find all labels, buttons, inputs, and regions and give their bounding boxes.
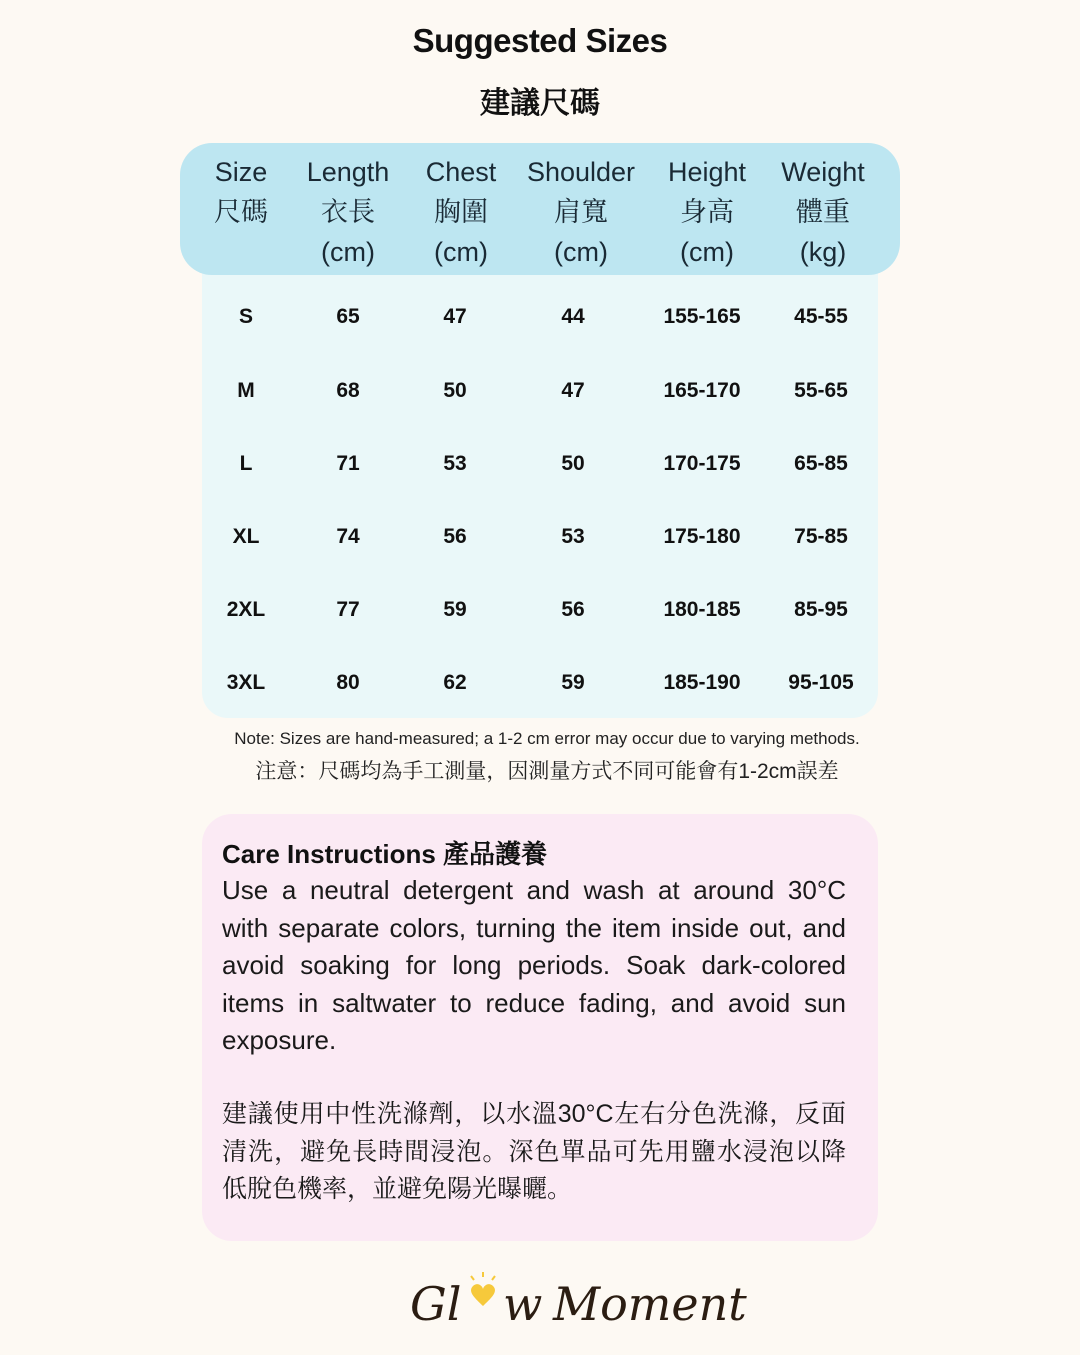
table-cell-height: 155-165 <box>663 305 741 328</box>
care-title: Care Instructions 產品護養 <box>222 839 548 869</box>
column-header-height: Height 身高 (cm) <box>667 157 747 267</box>
table-cell-length: 65 <box>336 305 360 328</box>
table-cell-length: 71 <box>336 452 360 475</box>
table-cell-height: 170-175 <box>663 452 741 475</box>
table-cell-shoulder: 56 <box>561 598 585 621</box>
table-cell-shoulder: 53 <box>561 525 585 548</box>
table-cell-size: L <box>239 452 253 475</box>
table-cell-chest: 59 <box>443 598 467 621</box>
table-cell-chest: 56 <box>443 525 467 548</box>
table-cell-length: 77 <box>336 598 360 621</box>
table-row <box>0 297 1080 337</box>
measurement-note-zh: 注意：尺碼均為手工測量，因測量方式不同可能會有1-2cm誤差 <box>255 760 839 783</box>
column-header-shoulder: Shoulder 肩寬 (cm) <box>526 157 636 267</box>
table-row <box>0 371 1080 411</box>
table-row <box>0 444 1080 484</box>
care-body-en: Use a neutral detergent and wash at around 30°C with separate colors, turning the item inside out, and avoid soaking for long periods. Soak dark-colored items in saltwater to reduce fading, and avoid sun exposure. <box>222 875 846 1055</box>
care-body-zh: 建議使用中性洗滌劑，以水溫30°C左右分色洗滌，反面清洗，避免長時間浸泡。深色單品可先用鹽水浸泡以降低脫色機率，並避免陽光曝曬。 <box>222 1100 846 1203</box>
brand-logo-graphic <box>300 1262 780 1350</box>
table-cell-shoulder: 50 <box>561 452 585 475</box>
heart-icon <box>471 1284 495 1306</box>
column-header-weight: Weight 體重 (kg) <box>781 157 865 267</box>
table-cell-weight: 95-105 <box>788 671 854 694</box>
table-cell-size: M <box>237 379 255 402</box>
table-cell-length: 80 <box>336 671 360 694</box>
table-cell-height: 180-185 <box>663 598 741 621</box>
brand-logo-text-moment: Moment <box>553 1277 747 1331</box>
column-header-chest: Chest 胸圍 (cm) <box>425 157 497 267</box>
table-cell-chest: 62 <box>443 671 467 694</box>
table-cell-shoulder: 44 <box>561 305 585 328</box>
table-cell-height: 175-180 <box>663 525 741 548</box>
brand-logo <box>300 1262 780 1350</box>
column-header-size: Size 尺碼 <box>214 157 268 227</box>
table-cell-shoulder: 47 <box>561 379 585 402</box>
table-cell-chest: 53 <box>443 452 467 475</box>
table-cell-shoulder: 59 <box>561 671 585 694</box>
table-cell-size: 2XL <box>226 598 266 621</box>
table-cell-height: 165-170 <box>663 379 741 402</box>
column-header-length: Length 衣長 (cm) <box>306 157 390 267</box>
brand-logo-text-gl: Gl <box>410 1277 462 1331</box>
table-cell-weight: 55-65 <box>794 379 848 402</box>
table-cell-weight: 75-85 <box>794 525 848 548</box>
table-cell-size: S <box>238 305 253 328</box>
table-cell-weight: 45-55 <box>794 305 848 328</box>
table-row <box>0 590 1080 630</box>
table-row <box>0 663 1080 703</box>
page-title: Suggested Sizes <box>412 22 668 59</box>
table-cell-size: XL <box>232 525 260 548</box>
table-row <box>0 517 1080 557</box>
table-cell-weight: 85-95 <box>794 598 848 621</box>
table-cell-chest: 47 <box>443 305 467 328</box>
heart-ray <box>492 1276 495 1280</box>
table-cell-length: 68 <box>336 379 360 402</box>
table-cell-length: 74 <box>336 525 360 548</box>
heart-ray <box>471 1276 474 1280</box>
brand-logo-text-w: w <box>503 1277 543 1331</box>
table-cell-size: 3XL <box>226 671 266 694</box>
page-title-zh: 建議尺碼 <box>480 87 600 120</box>
table-cell-weight: 65-85 <box>794 452 848 475</box>
measurement-note: Note: Sizes are hand-measured; a 1-2 cm error may occur due to varying methods. <box>234 729 860 748</box>
table-cell-height: 185-190 <box>663 671 741 694</box>
table-cell-chest: 50 <box>443 379 467 402</box>
